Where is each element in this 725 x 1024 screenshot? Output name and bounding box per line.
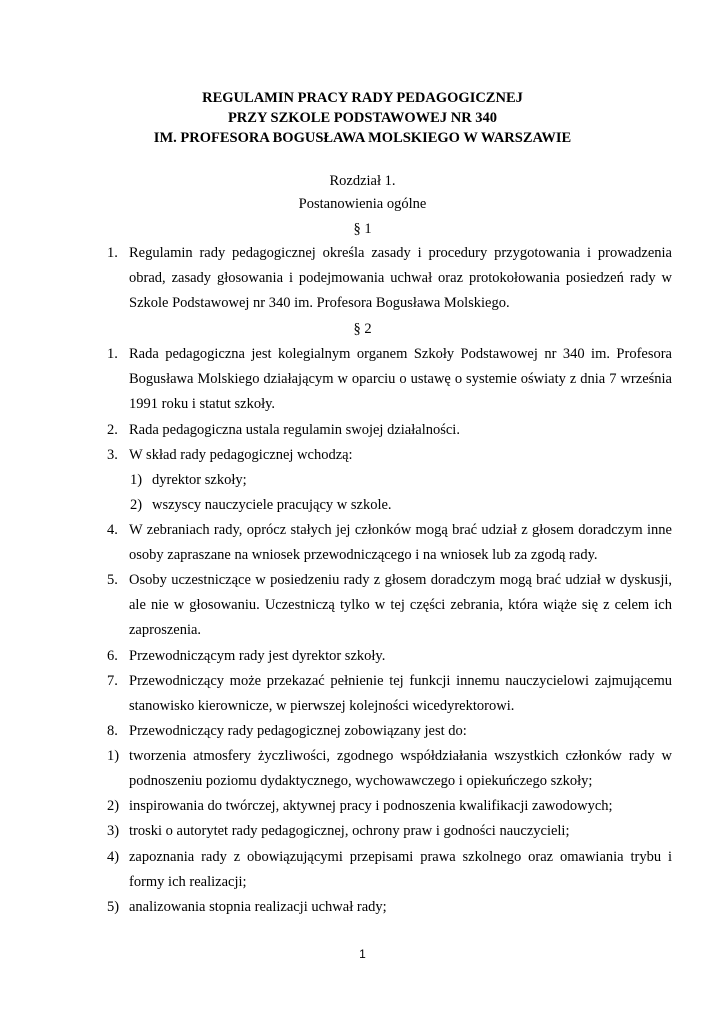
- paragraph-2-item-4: [107, 518, 672, 568]
- item-text: Rada pedagogiczna jest kolegialnym organem Szkoły Podstawowej nr 340 im. Profesora Bogusława Molskiego działającym w oparciu o ustawę o systemie oświaty z dnia 7 września 1991 roku i statut szkoły.: [129, 346, 672, 412]
- section-sign-1: § 1: [353, 221, 372, 237]
- sub-item-number: 1): [130, 472, 143, 488]
- duty-item-2: [107, 794, 672, 819]
- duty-number: 3): [107, 823, 120, 839]
- item-number: 2.: [107, 422, 118, 438]
- duty-item-5: [107, 895, 672, 920]
- duty-item-4: [107, 845, 672, 895]
- section-sign-2: § 2: [353, 321, 372, 337]
- duty-item-3: [107, 819, 672, 844]
- paragraph-2-item-7: [107, 669, 672, 719]
- sub-item-number: 2): [130, 497, 143, 513]
- duty-text: analizowania stopnia realizacji uchwał rady;: [129, 899, 387, 915]
- duty-number: 4): [107, 849, 120, 865]
- composition-item-2: [130, 493, 670, 518]
- item-number: 1.: [107, 346, 118, 362]
- item-text: Osoby uczestniczące w posiedzeniu rady z głosem doradczym mogą brać udział w dyskusji, ale nie w głosowaniu. Uczestniczą tylko w tej części zebrania, która wiąże się z celem ich zaproszenia.: [129, 572, 672, 638]
- duty-text: troski o autorytet rady pedagogicznej, ochrony praw i godności nauczycieli;: [129, 823, 570, 839]
- document-title-line-3: IM. PROFESORA BOGUSŁAWA MOLSKIEGO W WARSZAWIE: [153, 130, 572, 146]
- sub-item-text: dyrektor szkoły;: [152, 472, 247, 488]
- item-text: Przewodniczący może przekazać pełnienie tej funkcji innemu nauczycielowi zajmującemu stanowisko kierownicze, w pierwszej kolejności wicedyrektorowi.: [129, 673, 672, 714]
- duty-text: tworzenia atmosfery życzliwości, zgodnego współdziałania wszystkich członków rady w podnoszeniu poziomu dydaktycznego, wychowawczego i opiekuńczego szkoły;: [129, 748, 672, 789]
- item-text: Przewodniczący rady pedagogicznej zobowiązany jest do:: [129, 723, 467, 739]
- paragraph-2-item-8: [107, 719, 672, 744]
- document-title-line-2: PRZY SZKOLE PODSTAWOWEJ NR 340: [227, 110, 498, 126]
- item-number: 4.: [107, 522, 118, 538]
- paragraph-2-item-1: [107, 342, 672, 417]
- chapter-title: Postanowienia ogólne: [298, 196, 427, 212]
- duty-text: zapoznania rady z obowiązującymi przepisami prawa szkolnego oraz omawiania trybu i formy ich realizacji;: [129, 849, 672, 890]
- duty-item-1: [107, 744, 672, 794]
- item-text: Przewodniczącym rady jest dyrektor szkoły.: [129, 648, 386, 664]
- paragraph-1-item-1: [107, 241, 672, 316]
- item-number: 6.: [107, 648, 118, 664]
- chapter-label: Rozdział 1.: [329, 173, 396, 189]
- composition-item-1: [130, 468, 670, 493]
- item-number: 8.: [107, 723, 118, 739]
- page-number: 1: [359, 947, 366, 961]
- sub-item-text: wszyscy nauczyciele pracujący w szkole.: [152, 497, 392, 513]
- item-text: W zebraniach rady, oprócz stałych jej członków mogą brać udział z głosem doradczym inne osoby zapraszane na wniosek przewodniczącego i na wniosek lub za zgodą rady.: [129, 522, 672, 563]
- item-text: W skład rady pedagogicznej wchodzą:: [129, 447, 353, 463]
- item-number: 1.: [107, 245, 118, 261]
- paragraph-2-item-5: [107, 568, 672, 643]
- paragraph-2-item-6: [107, 644, 672, 669]
- duty-text: inspirowania do twórczej, aktywnej pracy i podnoszenia kwalifikacji zawodowych;: [129, 798, 613, 814]
- item-text: Regulamin rady pedagogicznej określa zasady i procedury przygotowania i prowadzenia obrad, zasady głosowania i podejmowania uchwał oraz protokołowania posiedzeń rady w Szkole Podstawowej nr 340 im. Profesora Bogusława Molskiego.: [129, 245, 672, 311]
- item-number: 5.: [107, 572, 118, 588]
- document-title-line-1: REGULAMIN PRACY RADY PEDAGOGICZNEJ: [202, 90, 523, 106]
- item-number: 7.: [107, 673, 118, 689]
- duty-number: 2): [107, 798, 120, 814]
- duty-number: 5): [107, 899, 120, 915]
- item-number: 3.: [107, 447, 118, 463]
- paragraph-2-item-2: [107, 418, 672, 443]
- paragraph-2-item-3: [107, 443, 672, 468]
- duty-number: 1): [107, 748, 120, 764]
- item-text: Rada pedagogiczna ustala regulamin swojej działalności.: [129, 422, 460, 438]
